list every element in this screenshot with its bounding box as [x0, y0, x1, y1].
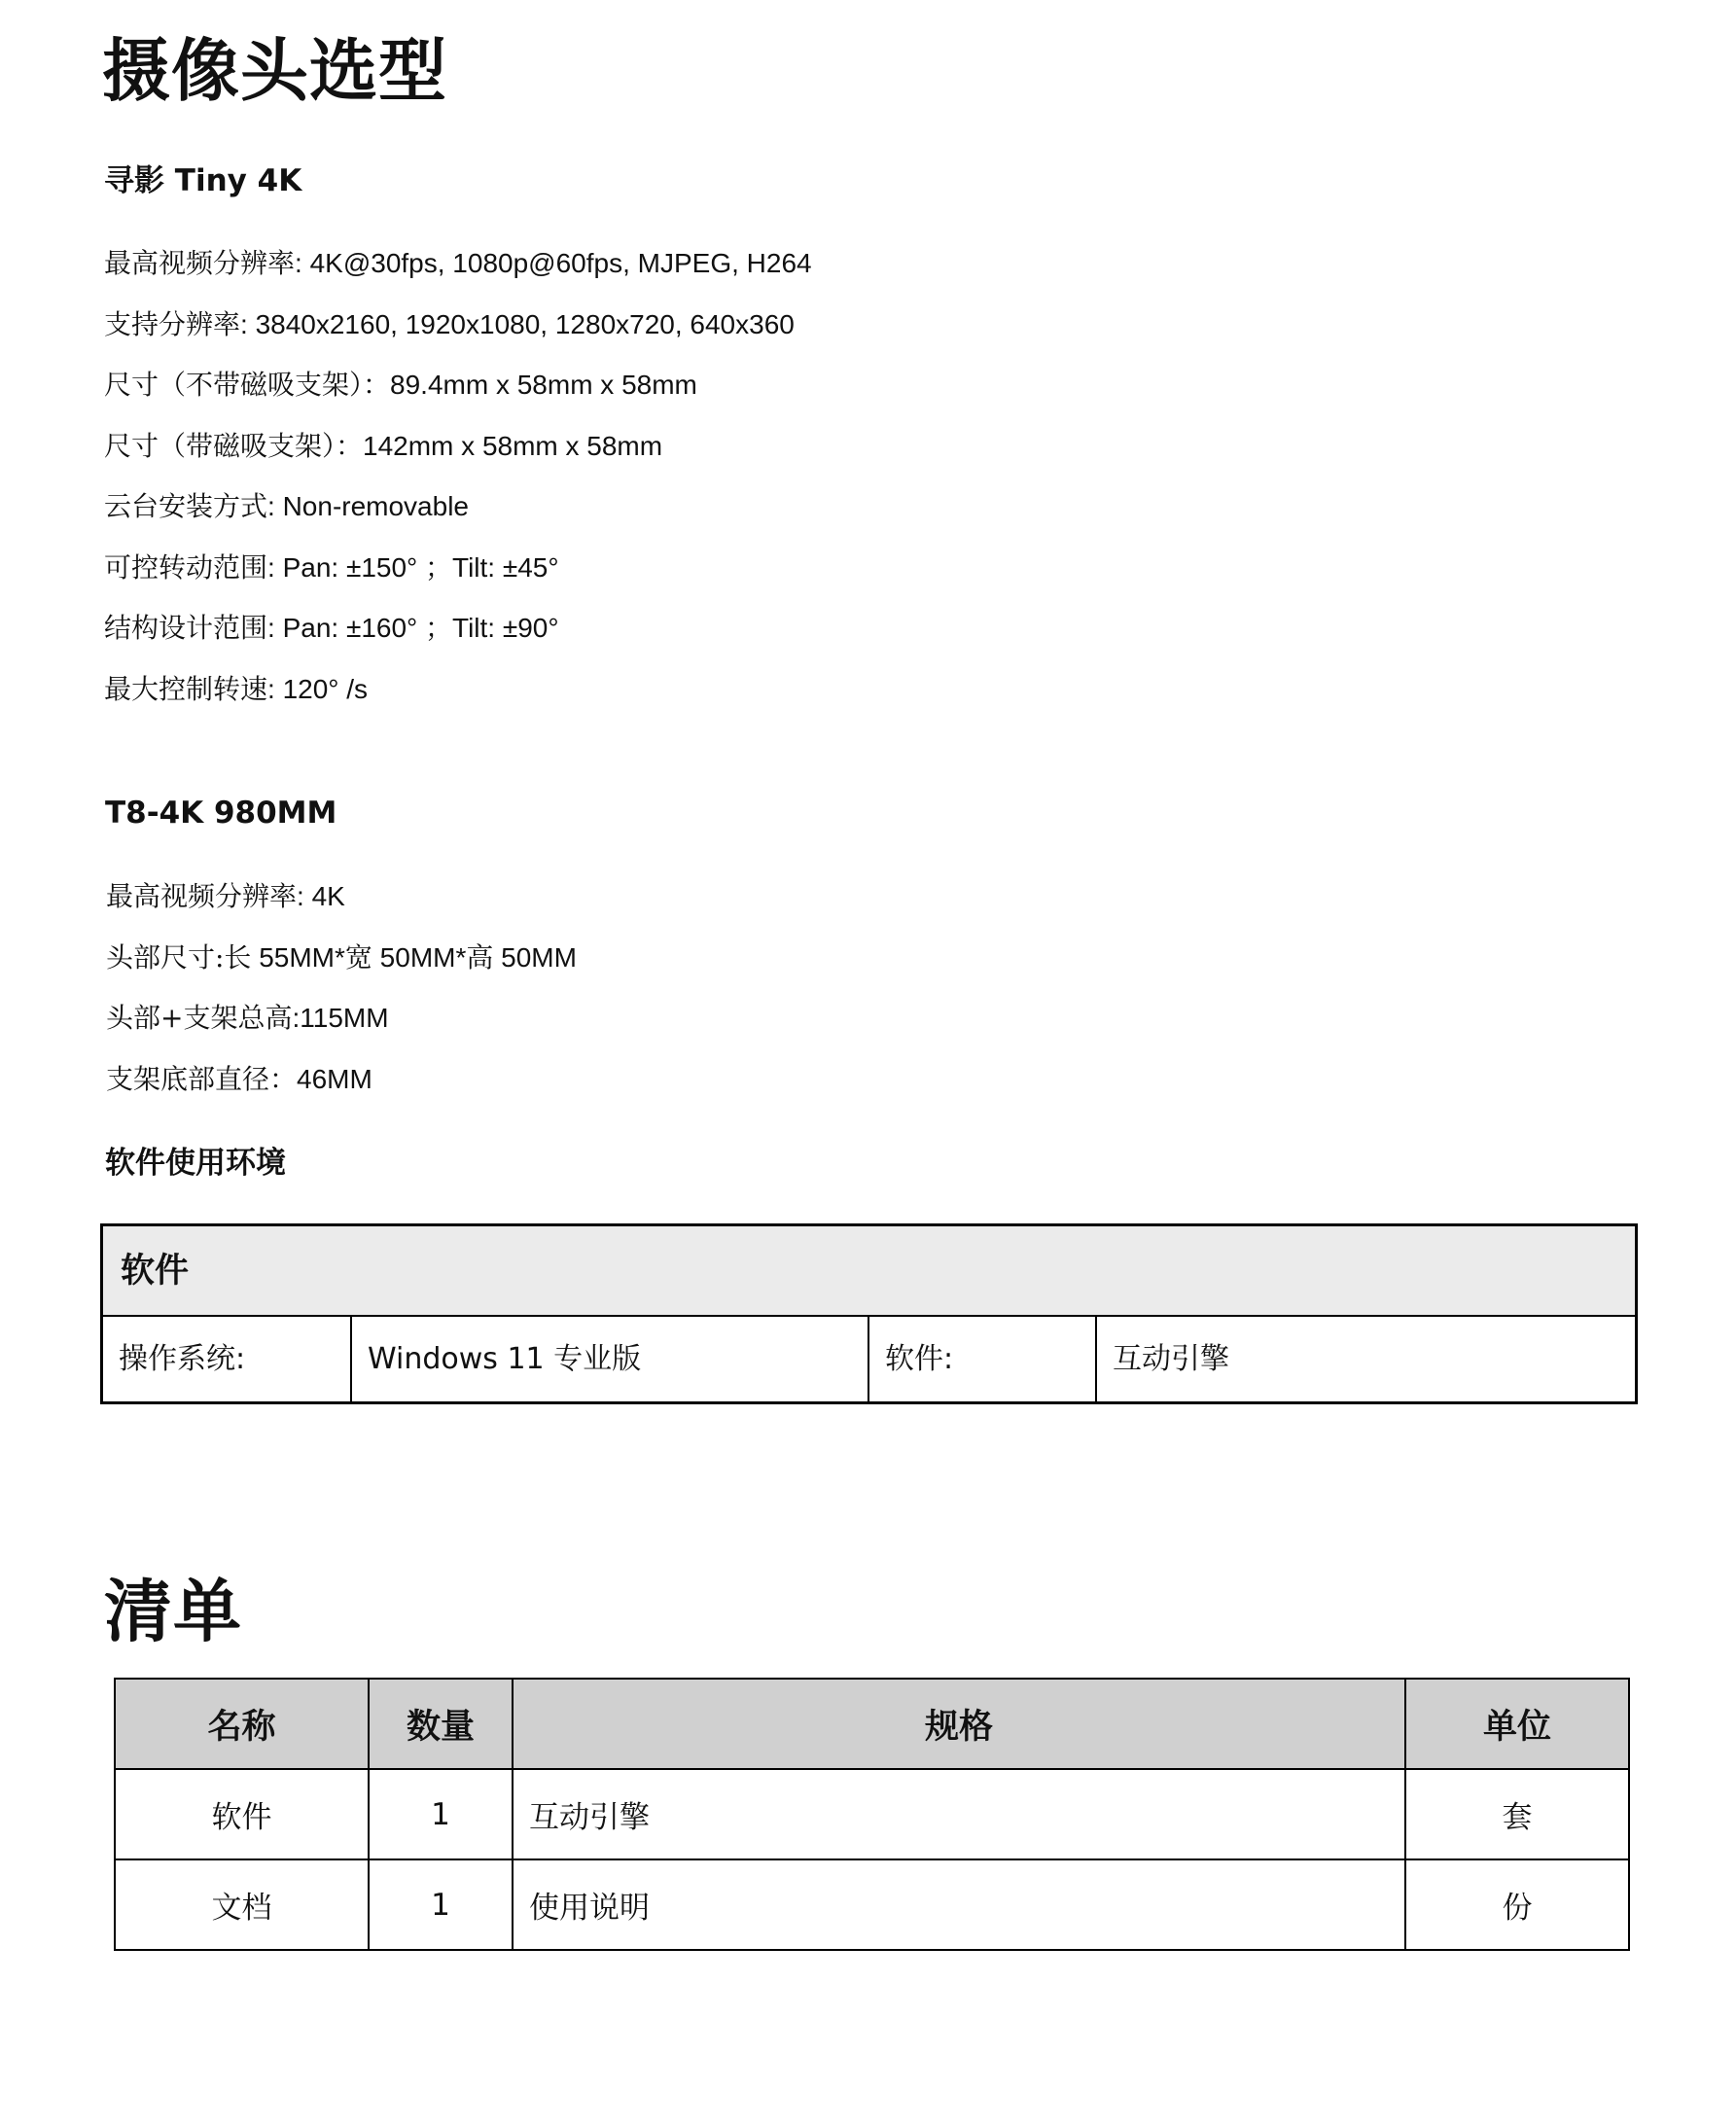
spec-key: 头部+支架总高: [106, 1002, 293, 1034]
spec-key: 最大控制转速: [104, 672, 268, 705]
software-value: 互动引擎: [1113, 1342, 1229, 1376]
table-row: [115, 1769, 1629, 1859]
spec-key: 尺寸（不带磁吸支架）: [104, 369, 364, 401]
spec-key: 最高视频分辨率: [106, 880, 298, 912]
spec-value: 55MM*宽 50MM*高 50MM: [251, 941, 577, 973]
spec-key: 支架底部直径: [106, 1062, 270, 1095]
spec-value: : 4K@30fps, 1080p@60fps, MJPEG, H264: [295, 248, 812, 278]
spec-item: [104, 366, 812, 427]
spec-item: [106, 1060, 577, 1121]
cell-quantity: 1: [369, 1769, 513, 1859]
software-env-row: [103, 1317, 1635, 1401]
page-title: 摄像头选型: [102, 31, 447, 111]
os-label: 操作系统:: [103, 1317, 352, 1401]
cell-unit: 份: [1405, 1859, 1629, 1950]
column-header-unit: 单位: [1405, 1679, 1629, 1769]
spec-value: : 3840x2160, 1920x1080, 1280x720, 640x360: [240, 308, 795, 339]
table-row: [115, 1859, 1629, 1950]
column-header-quantity: 数量: [369, 1679, 513, 1769]
spec-key: 支持分辨率: [104, 307, 241, 340]
cell-quantity: 1: [369, 1859, 513, 1950]
spec-item: [104, 549, 812, 610]
column-header-spec: 规格: [513, 1679, 1405, 1769]
spec-value: ：142mm x 58mm x 58mm: [336, 430, 663, 461]
spec-item: [104, 670, 812, 731]
inventory-table: [114, 1678, 1630, 1951]
camera-1-name: 寻影 Tiny 4K: [104, 163, 302, 198]
spec-value: ：46MM: [269, 1063, 372, 1094]
software-env-heading: 软件使用环境: [105, 1146, 286, 1181]
spec-key: 最高视频分辨率: [104, 247, 296, 279]
cell-spec: 互动引擎: [513, 1769, 1405, 1859]
spec-key: 可控转动范围: [104, 550, 268, 584]
spec-key: 结构设计范围: [104, 612, 268, 644]
os-value: Windows 11 专业版: [352, 1317, 869, 1401]
camera-2-name: T8-4K 980MM: [105, 796, 337, 831]
cell-name: 软件: [115, 1769, 369, 1859]
spec-item: [106, 938, 577, 1000]
spec-value: ：89.4mm x 58mm x 58mm: [363, 370, 697, 400]
inventory-header-row: [115, 1679, 1629, 1769]
cell-unit: 套: [1405, 1769, 1629, 1859]
spec-value: : Pan: ±150° ；Tilt: ±45°: [267, 551, 559, 583]
software-env-table-header: 软件: [103, 1226, 1635, 1317]
spec-value: : 120° /s: [267, 673, 369, 704]
camera-1-spec-list: [104, 244, 812, 730]
software-env-table: [100, 1223, 1638, 1404]
spec-item: [104, 609, 812, 670]
software-label: 软件:: [869, 1317, 1097, 1401]
spec-item: [104, 305, 812, 367]
column-header-name: 名称: [115, 1679, 369, 1769]
spec-item: [104, 487, 812, 549]
spec-value: : Non-removable: [267, 491, 469, 521]
spec-key: 尺寸（带磁吸支架）: [104, 429, 337, 462]
spec-item: [106, 877, 577, 938]
spec-item: [104, 244, 812, 305]
camera-2-spec-list: [106, 877, 577, 1120]
spec-key: 头部尺寸:长: [106, 940, 252, 974]
spec-key: 云台安装方式: [104, 490, 268, 522]
spec-value: :115MM: [292, 1003, 389, 1033]
cell-spec: 使用说明: [513, 1859, 1405, 1950]
spec-value: : Pan: ±160° ；Tilt: ±90°: [267, 613, 559, 643]
inventory-title: 清单: [104, 1572, 242, 1651]
cell-name: 文档: [115, 1859, 369, 1950]
spec-item: [106, 999, 577, 1060]
spec-value: : 4K: [297, 881, 345, 911]
spec-item: [104, 427, 812, 488]
